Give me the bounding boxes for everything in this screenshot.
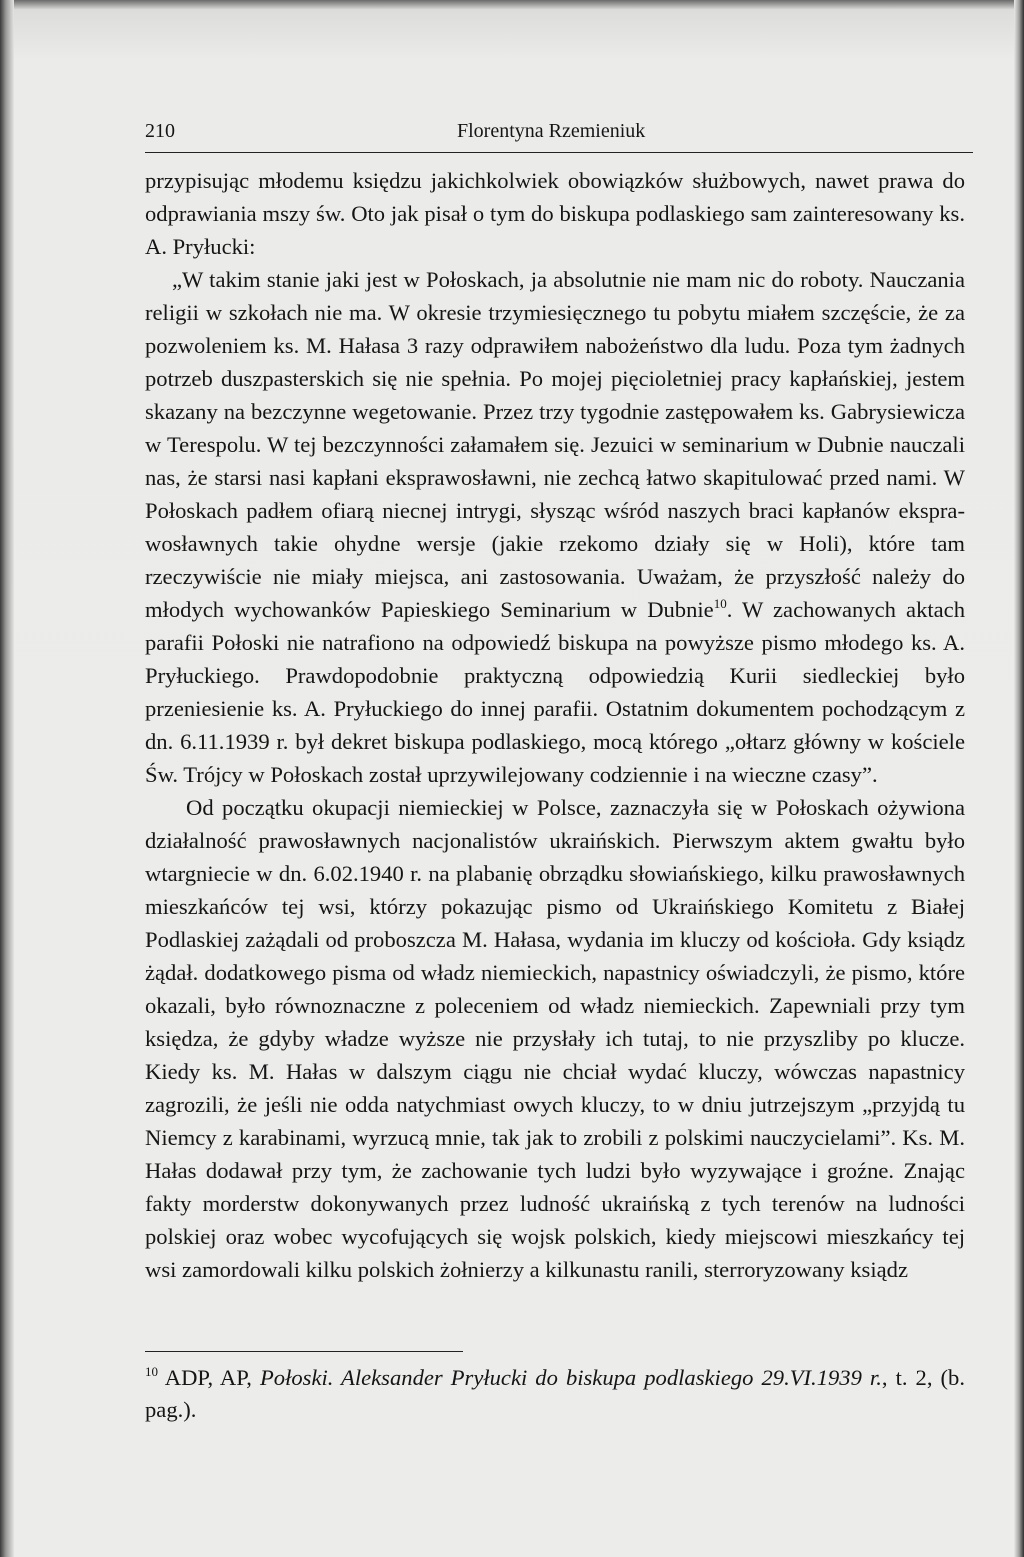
quote-text-part1: „W takim stanie jaki jest w Połoskach, ja absolutnie nie mam nic do roboty. Nauczania religii w szkołach nie ma. W okresie trzymiesięcznego tu pobytu miałem szczęście, że za pozwoleniem ks. M. Hałasa 3 razy odprawiłem nabożeństwo dla ludu. Poza tym żadnych potrzeb duszpasterskich się nie spełnia. Po mojej pięcioletniej pracy kapłańskiej, jestem skazany na bezczynne wegetowanie. Przez trzy tygodnie zastępowałem ks. Gabrysiewicza w Terespolu. W tej bezczynności załamałem się. Jezuici w seminarium w Dubnie nauczali nas, że starsi nasi kapłani eksprawosławni, nie zechcą łatwo skapitulować przed nami. W Połoskach padłem ofiarą niecnej intrygi, słysząc wśród naszych braci kapłanów eksprawosławnych takie ohydne wersje (jakie rzekomo działy się w Holi), które tam rzeczywiście nie miały miejsca, ani zastosowania. Uważam, że przyszłość należy do młodych wychowanków Papieskiego Seminarium w Dubnie bbox=[145, 267, 965, 622]
paragraph-2-quote bbox=[145, 263, 965, 791]
footnote-divider bbox=[145, 1351, 463, 1352]
scan-edge-top bbox=[0, 0, 1024, 10]
footnote-lead: ADP, AP, bbox=[158, 1365, 260, 1390]
paragraph-1: przypisując młodemu księdzu jakichkolwiek obowiązków służbowych, nawet prawa do odprawiania mszy św. Oto jak pisał o tym do biskupa podlaskiego sam zainteresowany ks. A. Pryłucki: bbox=[145, 168, 965, 259]
footnote-title: Połoski. Aleksander Pryłucki do biskupa podlaskiego 29.VI.1939 r. bbox=[260, 1365, 882, 1390]
scan-edge-left bbox=[0, 0, 14, 1557]
footnote bbox=[145, 1362, 965, 1426]
page-header bbox=[145, 118, 973, 153]
paragraph-3: Od początku okupacji niemieckiej w Polsce, zaznaczyła się w Połoskach ożywiona działalność prawosławnych nacjonalistów ukraińskich. Pierwszym aktem gwałtu było wtargniecie w dn. 6.02.1940 r. na plabanię obrządku słowiańskiego, kilku prawosławnych mieszkańców tej wsi, którzy pokazując pismo od Ukraińskiego Komitetu z Białej Podlaskiej zażądali od proboszcza M. Hałasa, wydania im kluczy od kościoła. Gdy ksiądz żądał. dodatkowego pisma od władz niemieckich, napastnicy oświadczyli, że pismo, które okazali, było równoznaczne z poleceniem od władz niemieckich. Zapewniali przy tym księdza, że gdyby władze wyższe nie przysłały ich tutaj, to nie przyszliby po klucze. Kiedy ks. M. Hałas w dalszym ciągu nie chciał wydać kluczy, wówczas napastnicy zagrozili, że jeśli nie odda natychmiast owych kluczy, to w dniu jutrzejszym „przyjdą tu Niemcy z karabinami, wyrzucą mnie, tak jak to zrobili z polskimi nauczycielami”. Ks. M. Hałas dodawał przy tym, że zachowanie tych ludzi było wyzywające i groźne. Znając fakty morderstw dokonywanych przez ludność ukraińską z tych terenów na ludności polskiej oraz wobec wycofujących się wojsk polskich, kiedy miejscowi mieszkańcy tej wsi zamordowali kilku polskich żołnierzy a kilkunastu ranili, sterroryzowany ksiądz bbox=[145, 795, 965, 1282]
running-head: Florentyna Rzemieniuk bbox=[457, 120, 646, 142]
footnote-number: 10 bbox=[145, 1364, 158, 1379]
scan-edge-right bbox=[1014, 0, 1024, 1557]
quote-text-part2: . W zachowanych aktach parafii Połoski nie natrafiono na odpowiedź biskupa na powyższe pismo młodego ks. A. Pryłuckiego. Prawdopodobnie praktyczną odpowiedzią Kurii siedleckiej było przeniesienie ks. A. Pryłuckiego do innej parafii. Ostatnim dokumentem pochodzącym z dn. 6.11.1939 r. był dekret biskupa podlaskiego, mocą którego „ołtarz główny w kościele Św. Trójcy w Połoskach został uprzywilejowany codziennie i na wieczne czasy”. bbox=[145, 597, 965, 787]
body-text bbox=[145, 164, 965, 1286]
footnote-tail: , t. 2, (b. pag.). bbox=[145, 1365, 965, 1422]
footnote-reference[interactable]: 10 bbox=[713, 596, 727, 611]
page-number: 210 bbox=[145, 120, 175, 142]
